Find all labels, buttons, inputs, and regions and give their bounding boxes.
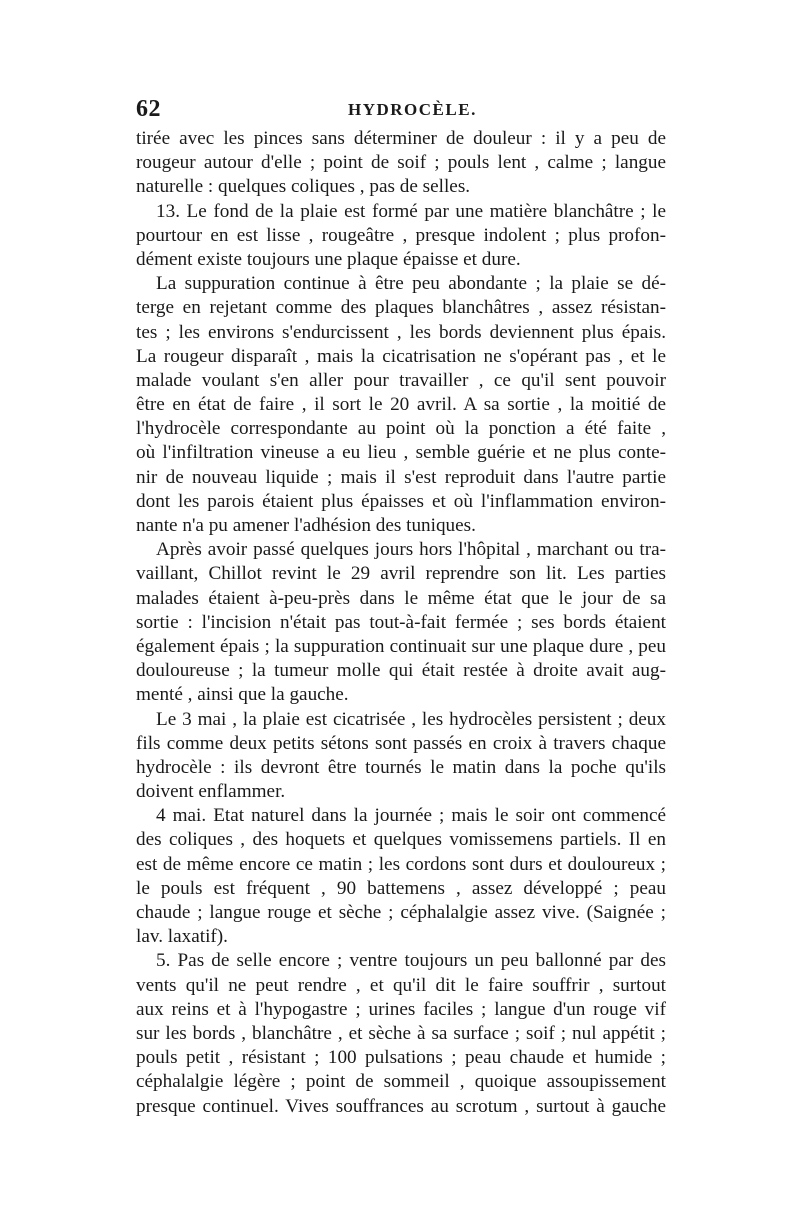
text-line: malade voulant s'en aller pour travailler , ce qu'il sent pouvoir (136, 369, 666, 391)
text-line: 5. Pas de selle encore ; ventre toujours un peu ballonné par des (156, 950, 666, 972)
text-line: hydrocèle : ils devront être tournés le matin dans la poche qu'ils (136, 756, 666, 778)
text-line: également épais ; la suppuration continuait sur une plaque dure , peu (136, 635, 666, 657)
text-line: pouls petit , résistant ; 100 pulsations ; peau chaude et humide ; (136, 1047, 666, 1069)
text-line: tes ; les environs s'endurcissent , les bords deviennent plus épais. (136, 321, 666, 343)
text-line: aux reins et à l'hypogastre ; urines faciles ; langue d'un rouge vif (136, 998, 666, 1020)
text-line: fils comme deux petits sétons sont passés en croix à travers chaque (136, 732, 666, 754)
text-line: menté , ainsi que la gauche. (136, 684, 349, 706)
text-line: vaillant, Chillot revint le 29 avril reprendre son lit. Les parties (136, 563, 666, 585)
text-line: dont les parois étaient plus épaisses et où l'inflammation environ- (136, 490, 666, 512)
text-line: des coliques , des hoquets et quelques vomissemens partiels. Il en (136, 829, 666, 851)
text-line: 13. Le fond de la plaie est formé par une matière blanchâtre ; le (156, 200, 666, 222)
text-line: Le 3 mai , la plaie est cicatrisée , les hydrocèles persistent ; deux (156, 708, 666, 730)
text-line: chaude ; langue rouge et sèche ; céphalalgie assez vive. (Saignée ; (136, 902, 666, 923)
text-line: presque continuel. Vives souffrances au scrotum , surtout à gauche (136, 1095, 666, 1117)
text-line: lav. laxatif). (136, 926, 228, 948)
text-line: naturelle : quelques coliques , pas de selles. (136, 176, 471, 198)
text-line: vents qu'il ne peut rendre , et qu'il dit le faire souffrir , surtout (136, 974, 666, 996)
body-text (136, 127, 666, 1119)
text-line: malades étaient à-peu-près dans le même état que le jour de sa (136, 587, 666, 609)
text-line: nir de nouveau liquide ; mais il s'est reproduit dans l'autre partie (136, 466, 666, 488)
text-line: douloureuse ; la tumeur molle qui était restée à droite avait aug- (136, 660, 666, 682)
text-line: pourtour en est lisse , rougeâtre , presque indolent ; plus profon- (136, 224, 666, 246)
text-line: terge en rejetant comme des plaques blanchâtres , assez résistan- (136, 297, 666, 319)
text-line: où l'infiltration vineuse a eu lieu , semble guérie et ne plus conte- (136, 442, 666, 464)
page-number: 62 (136, 96, 161, 122)
text-line: le pouls est fréquent , 90 battemens , assez développé ; peau (136, 877, 666, 899)
text-line: sortie : l'incision n'était pas tout-à-fait fermée ; ses bords étaient (136, 611, 666, 633)
text-line: 4 mai. Etat naturel dans la journée ; mais le soir ont commencé (156, 805, 666, 827)
running-head: HYDROCÈLE. (348, 100, 477, 119)
text-line: l'hydrocèle correspondante au point où la ponction a été faite , (136, 418, 666, 440)
text-line: nante n'a pu amener l'adhésion des tuniques. (136, 515, 476, 536)
text-line: Après avoir passé quelques jours hors l'hôpital , marchant ou tra- (156, 539, 666, 561)
text-line: céphalalgie légère ; point de sommeil , quoique assoupissement (136, 1071, 666, 1093)
text-line: est de même encore ce matin ; les cordons sont durs et douloureux ; (136, 853, 666, 875)
page-header (136, 96, 666, 126)
text-line: doivent enflammer. (136, 781, 286, 803)
text-line: sur les bords , blanchâtre , et sèche à sa surface ; soif ; nul appétit ; (136, 1022, 666, 1044)
text-line: La suppuration continue à être peu abondante ; la plaie se dé- (156, 273, 666, 295)
text-line: être en état de faire , il sort le 20 avril. A sa sortie , la moitié de (136, 394, 666, 416)
text-line: dément existe toujours une plaque épaisse et dure. (136, 248, 521, 270)
text-line: rougeur autour d'elle ; point de soif ; pouls lent , calme ; langue (136, 152, 666, 174)
text-line: tirée avec les pinces sans déterminer de douleur : il y a peu de (136, 128, 666, 149)
text-line: La rougeur disparaît , mais la cicatrisation ne s'opérant pas , et le (136, 345, 666, 367)
